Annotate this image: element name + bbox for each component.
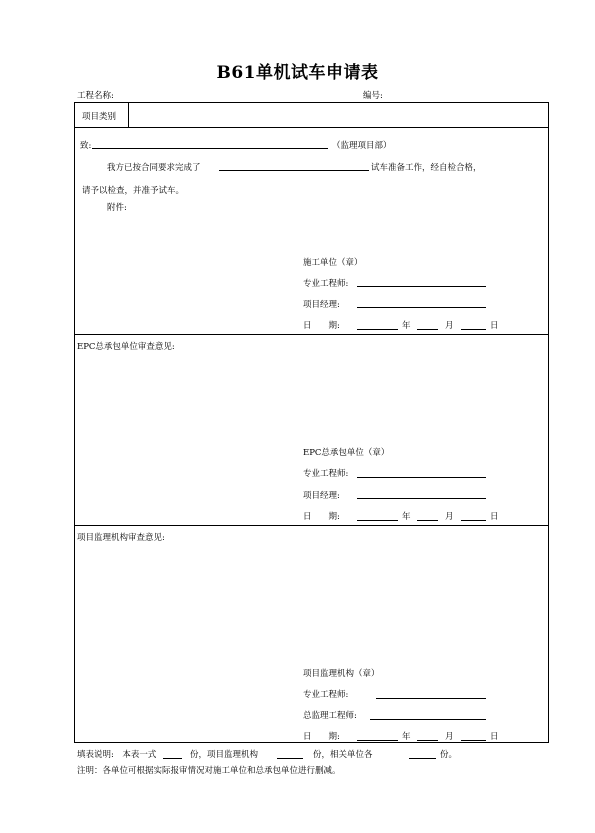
epc-month-unit: 月 [445,512,454,522]
epc-year-unit: 年 [402,512,411,522]
epc-day-field[interactable] [461,520,486,521]
year-field[interactable] [357,329,398,330]
epc-month-field[interactable] [417,520,438,521]
chief-engineer-field[interactable] [370,719,486,720]
epc-opinion-label: EPC总承包单位审查意见: [77,342,175,352]
supervision-year-unit: 年 [402,732,411,742]
to-field[interactable] [92,148,328,149]
section-divider [74,334,549,335]
copies-each-unit-field[interactable] [409,758,436,759]
epc-date-label: 日 期: [303,512,340,522]
epc-year-field[interactable] [357,520,398,521]
manager-field[interactable] [357,307,486,308]
completion-text-prefix: 我方已按合同要求完成了 [107,163,201,173]
supervision-engineer-label: 专业工程师: [303,690,349,700]
supervision-opinion-label: 项目监理机构审查意见: [77,533,165,543]
supervision-month-field[interactable] [417,740,438,741]
request-text: 请予以检查，并准予试车。 [82,186,185,196]
to-label: 致: [80,141,92,151]
supervision-opinion-field[interactable] [77,545,547,655]
fill-note-part3: 份，相关单位各 [313,750,373,760]
manager-label: 项目经理: [303,300,340,310]
remark-note: 注明：各单位可根据实际报审情况对施工单位和总承包单位进行删减。 [77,766,341,776]
category-divider [128,102,129,127]
epc-unit-label: EPC总承包单位（章） [303,448,390,458]
construction-unit-label: 施工单位（章） [303,258,363,268]
project-name-label: 工程名称: [77,91,114,101]
date-label: 日 期: [303,321,340,331]
supervision-dept-label: （监理项目部） [332,141,392,151]
epc-engineer-label: 专业工程师: [303,469,349,479]
supervision-unit-label: 项目监理机构（章） [303,669,380,679]
form-title: B61单机试车申请表 [216,63,379,83]
fill-note-part1: 填表说明: 本表一式 [77,750,157,760]
category-field[interactable] [130,103,547,126]
supervision-day-unit: 日 [490,732,499,742]
attachment-label: 附件: [107,203,127,213]
number-label: 编号: [363,91,383,101]
epc-day-unit: 日 [490,512,499,522]
fill-note-part2: 份，项目监理机构 [190,750,259,760]
chief-engineer-label: 总监理工程师: [303,711,357,721]
year-unit: 年 [402,321,411,331]
engineer-field[interactable] [357,286,486,287]
supervision-month-unit: 月 [445,732,454,742]
completion-text-suffix: 试车准备工作，经自检合格， [371,163,482,173]
engineer-label: 专业工程师: [303,279,349,289]
row-divider [74,127,549,128]
section-divider [74,525,549,526]
supervision-year-field[interactable] [357,740,398,741]
month-field[interactable] [417,329,438,330]
epc-manager-label: 项目经理: [303,491,340,501]
copies-supervision-field[interactable] [277,758,303,759]
epc-engineer-field[interactable] [357,477,486,478]
epc-manager-field[interactable] [357,498,486,499]
supervision-date-label: 日 期: [303,732,340,742]
supervision-engineer-field[interactable] [376,698,486,699]
category-label: 项目类别 [82,112,117,122]
copies-total-field[interactable] [163,758,182,759]
day-unit: 日 [490,321,499,331]
supervision-day-field[interactable] [461,740,486,741]
month-unit: 月 [445,321,454,331]
fill-note-part4: 份。 [440,750,458,760]
day-field[interactable] [461,329,486,330]
work-item-field[interactable] [219,170,369,171]
epc-opinion-field[interactable] [77,354,547,434]
